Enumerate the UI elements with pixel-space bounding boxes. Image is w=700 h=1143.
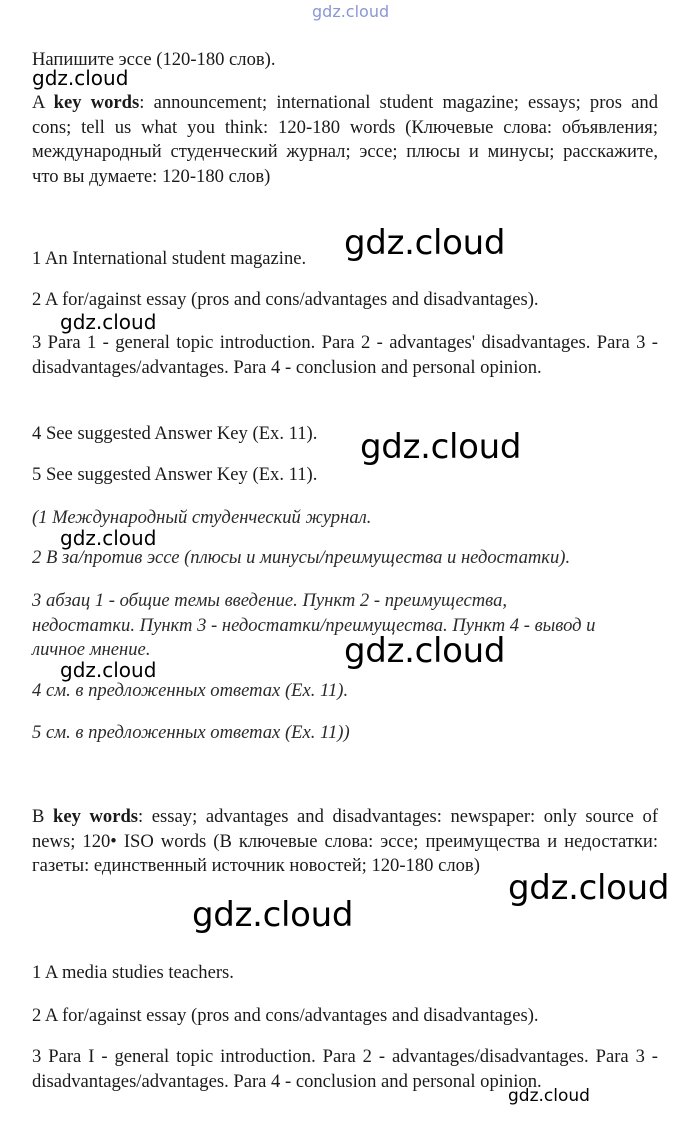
watermark: gdz.cloud xyxy=(508,1086,590,1106)
section-b-key-label: key words xyxy=(53,806,139,827)
section-b-answer-1: 1 A media studies teachers. xyxy=(32,962,234,983)
section-b-letter: B xyxy=(32,806,45,827)
watermark: gdz.cloud xyxy=(60,526,157,550)
section-a-translation-2: 2 В за/против эссе (плюсы и минусы/преимущества и недостатки). xyxy=(32,547,571,568)
section-b-answer-2: 2 A for/against essay (pros and cons/advantages and disadvantages). xyxy=(32,1005,539,1026)
watermark: gdz.cloud xyxy=(192,895,354,935)
section-a-translation-5: 5 см. в предложенных ответах (Ex. 11)) xyxy=(32,722,350,743)
section-a-key-label: key words xyxy=(53,92,140,113)
section-b-key-text: : essay; advantages and disadvantages: newspaper: only source of news; 120• ISO words (В ключевые слова: эссе; преимущества и недостатки: газеты: единственный источник новостей; 120-180 слов) xyxy=(32,806,659,876)
section-a-answer-2: 2 A for/against essay (pros and cons/advantages and disadvantages). xyxy=(32,289,539,310)
section-b-answer-3: 3 Para I - general topic introduction. Para 2 - advantages/disadvantages. Para 3 - disadvantages/advantages. Para 4 - conclusion and personal opinion. xyxy=(32,1046,658,1092)
section-a-answer-3: 3 Para 1 - general topic introduction. Para 2 - advantages' disadvantages. Para 3 - disadvantages/advantages. Para 4 - conclusion and personal opinion. xyxy=(32,332,658,378)
section-a-answer-4: 4 See suggested Answer Key (Ex. 11). xyxy=(32,423,318,444)
header-watermark: gdz.cloud xyxy=(312,2,390,21)
section-a-translation-3: 3 абзац 1 - общие темы введение. Пункт 2 - преимущества, недостатки. Пункт 3 - недостатки/преимущества. Пункт 4 - вывод и личное мнение. xyxy=(32,590,596,660)
watermark: gdz.cloud xyxy=(60,310,157,334)
watermark: gdz.cloud xyxy=(344,223,506,263)
watermark: gdz.cloud xyxy=(360,427,522,467)
watermark: gdz.cloud xyxy=(32,66,129,90)
section-a-key-text: : announcement; international student magazine; essays; pros and cons; tell us what you think: 120-180 words (Ключевые слова: объявления; международный студенческий журнал; эссе; плюсы и минусы; расскажите, что вы думаете: 120-180 слов) xyxy=(32,92,658,187)
section-a-letter: A xyxy=(32,92,45,113)
section-a-translation-4: 4 см. в предложенных ответах (Ex. 11). xyxy=(32,680,349,701)
intro-text: Напишите эссе (120-180 слов). xyxy=(32,49,276,70)
section-a-translation-1: (1 Международный студенческий журнал. xyxy=(32,507,372,528)
section-a-answer-5: 5 See suggested Answer Key (Ex. 11). xyxy=(32,464,318,485)
section-a-answer-1: 1 An International student magazine. xyxy=(32,248,307,269)
watermark: gdz.cloud xyxy=(60,658,157,682)
watermark: gdz.cloud xyxy=(508,868,670,908)
watermark: gdz.cloud xyxy=(344,631,506,671)
section-a-keywords xyxy=(32,91,658,189)
